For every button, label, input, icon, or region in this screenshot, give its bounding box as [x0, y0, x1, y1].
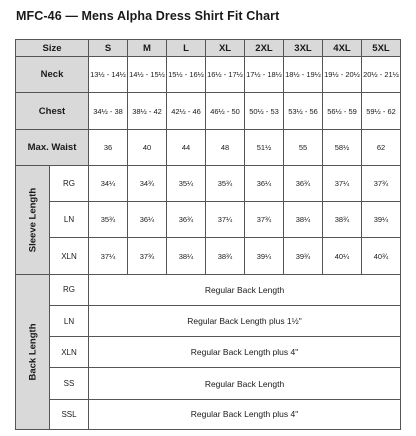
- neck-cell: 14½ - 15½: [128, 57, 167, 93]
- chest-cell: 42½ - 46: [167, 93, 206, 129]
- sleeve-cell: 37¾: [245, 202, 284, 238]
- sleeve-cell: 39¾: [284, 238, 323, 274]
- size-header: 2XL: [245, 40, 284, 57]
- max-waist-cell: 62: [362, 129, 401, 165]
- back-row-label: XLN: [50, 337, 89, 368]
- sleeve-row-label: RG: [50, 165, 89, 201]
- neck-cell: 17½ - 18½: [245, 57, 284, 93]
- max-waist-cell: 44: [167, 129, 206, 165]
- sleeve-row-label: XLN: [50, 238, 89, 274]
- max-waist-label: Max. Waist: [16, 129, 89, 165]
- sleeve-cell: 37¼: [323, 165, 362, 201]
- sleeve-cell: 36¾: [284, 165, 323, 201]
- size-header: M: [128, 40, 167, 57]
- neck-cell: 18½ - 19½: [284, 57, 323, 93]
- sleeve-row-label: LN: [50, 202, 89, 238]
- back-row-ssl: [16, 399, 401, 429]
- sleeve-cell: 40¾: [362, 238, 401, 274]
- page-title: MFC-46 — Mens Alpha Dress Shirt Fit Chart: [16, 9, 280, 23]
- sleeve-cell: 37¼: [89, 238, 128, 274]
- sleeve-cell: 36¾: [167, 202, 206, 238]
- size-header: 5XL: [362, 40, 401, 57]
- sleeve-cell: 34¼: [89, 165, 128, 201]
- sleeve-cell: 38¼: [284, 202, 323, 238]
- size-header-label: Size: [16, 40, 89, 57]
- sleeve-cell: 37¼: [206, 202, 245, 238]
- sleeve-cell: 35¼: [167, 165, 206, 201]
- sleeve-cell: 37¾: [128, 238, 167, 274]
- neck-cell: 16½ - 17½: [206, 57, 245, 93]
- sleeve-length-label-cell: [16, 165, 50, 274]
- chest-cell: 56½ - 59: [323, 93, 362, 129]
- sleeve-cell: 34¾: [128, 165, 167, 201]
- chest-cell: 38½ - 42: [128, 93, 167, 129]
- max-waist-cell: 58½: [323, 129, 362, 165]
- max-waist-row: [16, 129, 401, 165]
- size-header: L: [167, 40, 206, 57]
- sleeve-row-xln: [16, 238, 401, 274]
- sleeve-cell: 39¼: [245, 238, 284, 274]
- size-header: 4XL: [323, 40, 362, 57]
- chest-label: Chest: [16, 93, 89, 129]
- back-row-ss: [16, 368, 401, 399]
- chest-cell: 34½ - 38: [89, 93, 128, 129]
- sleeve-cell: 36¼: [245, 165, 284, 201]
- max-waist-cell: 40: [128, 129, 167, 165]
- sleeve-cell: 38¾: [323, 202, 362, 238]
- chest-cell: 59½ - 62: [362, 93, 401, 129]
- sleeve-cell: 40¼: [323, 238, 362, 274]
- chest-cell: 46½ - 50: [206, 93, 245, 129]
- chest-row: [16, 93, 401, 129]
- max-waist-cell: 55: [284, 129, 323, 165]
- neck-cell: 19½ - 20½: [323, 57, 362, 93]
- sleeve-cell: 36¼: [128, 202, 167, 238]
- back-length-value: Regular Back Length plus 4": [89, 337, 401, 368]
- sleeve-cell: 38¼: [167, 238, 206, 274]
- back-length-label: Back Length: [27, 323, 38, 381]
- back-row-rg: [16, 274, 401, 305]
- back-row-label: RG: [50, 274, 89, 305]
- neck-row: [16, 57, 401, 93]
- size-header: XL: [206, 40, 245, 57]
- chest-cell: 50½ - 53: [245, 93, 284, 129]
- max-waist-cell: 48: [206, 129, 245, 165]
- neck-cell: 15½ - 16½: [167, 57, 206, 93]
- back-row-xln: [16, 337, 401, 368]
- back-row-ln: [16, 305, 401, 336]
- sleeve-cell: 39¼: [362, 202, 401, 238]
- max-waist-cell: 36: [89, 129, 128, 165]
- sleeve-cell: 37¾: [362, 165, 401, 201]
- sleeve-length-label: Sleeve Length: [27, 187, 38, 253]
- fit-chart-table: [15, 39, 401, 430]
- neck-label: Neck: [16, 57, 89, 93]
- sleeve-cell: 35¾: [89, 202, 128, 238]
- sleeve-row-ln: [16, 202, 401, 238]
- size-header: 3XL: [284, 40, 323, 57]
- back-row-label: SSL: [50, 399, 89, 429]
- max-waist-cell: 51½: [245, 129, 284, 165]
- sleeve-cell: 38¾: [206, 238, 245, 274]
- back-length-label-cell: [16, 274, 50, 429]
- back-length-value: Regular Back Length plus 4": [89, 399, 401, 429]
- chest-cell: 53½ - 56: [284, 93, 323, 129]
- size-header: S: [89, 40, 128, 57]
- back-length-value: Regular Back Length: [89, 274, 401, 305]
- sleeve-cell: 35¾: [206, 165, 245, 201]
- neck-cell: 20½ - 21½: [362, 57, 401, 93]
- back-row-label: LN: [50, 305, 89, 336]
- back-row-label: SS: [50, 368, 89, 399]
- back-length-value: Regular Back Length: [89, 368, 401, 399]
- back-length-value: Regular Back Length plus 1½": [89, 305, 401, 336]
- neck-cell: 13½ - 14½: [89, 57, 128, 93]
- sleeve-row-rg: [16, 165, 401, 201]
- size-header-row: [16, 40, 401, 57]
